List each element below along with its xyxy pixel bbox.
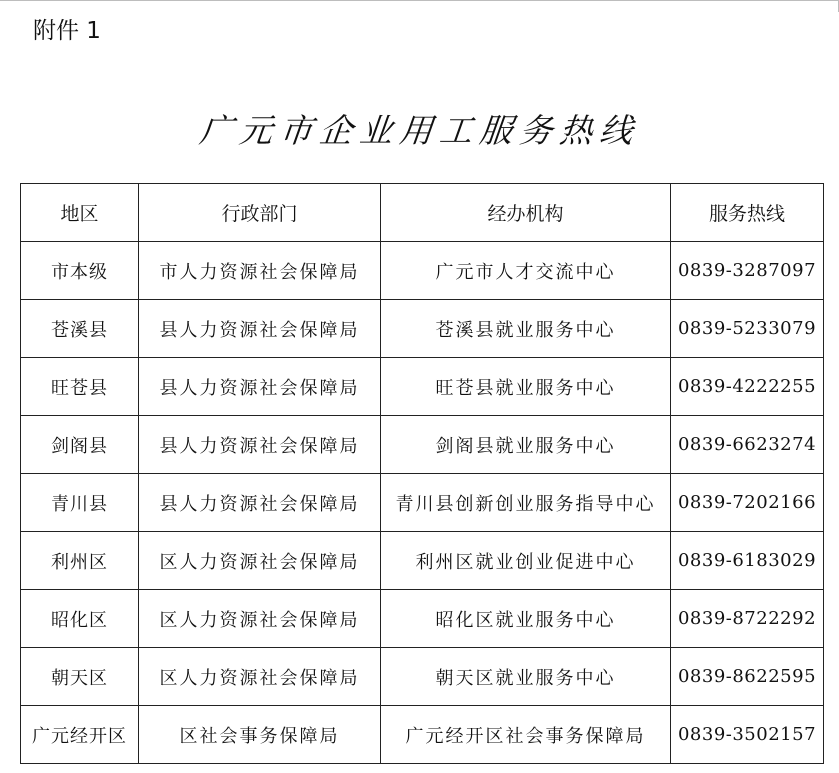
cell-agency: 朝天区就业服务中心	[381, 648, 671, 706]
document-title: 广元市企业用工服务热线	[197, 111, 642, 150]
header-department: 行政部门	[139, 184, 381, 242]
cell-department: 市人力资源社会保障局	[139, 242, 381, 300]
cell-agency: 广元经开区社会事务保障局	[381, 706, 671, 764]
cell-agency: 剑阁县就业服务中心	[381, 416, 671, 474]
table-row	[21, 648, 824, 706]
table-row	[21, 242, 824, 300]
table-row	[21, 300, 824, 358]
table-row	[21, 358, 824, 416]
cell-hotline: 0839-6623274	[671, 416, 824, 474]
table-row	[21, 706, 824, 764]
cell-region: 广元经开区	[21, 706, 139, 764]
cell-hotline: 0839-7202166	[671, 474, 824, 532]
cell-agency: 苍溪县就业服务中心	[381, 300, 671, 358]
page-top-border	[0, 0, 839, 1]
cell-region: 旺苍县	[21, 358, 139, 416]
cell-agency: 旺苍县就业服务中心	[381, 358, 671, 416]
header-agency: 经办机构	[381, 184, 671, 242]
cell-department: 县人力资源社会保障局	[139, 416, 381, 474]
cell-department: 县人力资源社会保障局	[139, 300, 381, 358]
cell-region: 朝天区	[21, 648, 139, 706]
cell-region: 青川县	[21, 474, 139, 532]
header-region: 地区	[21, 184, 139, 242]
cell-department: 区人力资源社会保障局	[139, 648, 381, 706]
table-row	[21, 532, 824, 590]
cell-hotline: 0839-8722292	[671, 590, 824, 648]
cell-hotline: 0839-8622595	[671, 648, 824, 706]
hotline-table	[20, 183, 824, 764]
table-row	[21, 590, 824, 648]
cell-department: 区人力资源社会保障局	[139, 532, 381, 590]
cell-hotline: 0839-3502157	[671, 706, 824, 764]
cell-region: 昭化区	[21, 590, 139, 648]
cell-region: 利州区	[21, 532, 139, 590]
cell-department: 县人力资源社会保障局	[139, 358, 381, 416]
table-row	[21, 474, 824, 532]
cell-agency: 青川县创新创业服务指导中心	[381, 474, 671, 532]
cell-hotline: 0839-6183029	[671, 532, 824, 590]
attachment-label: 附件 1	[33, 18, 101, 44]
cell-agency: 利州区就业创业促进中心	[381, 532, 671, 590]
cell-agency: 广元市人才交流中心	[381, 242, 671, 300]
cell-region: 市本级	[21, 242, 139, 300]
cell-hotline: 0839-4222255	[671, 358, 824, 416]
header-hotline: 服务热线	[671, 184, 824, 242]
cell-agency: 昭化区就业服务中心	[381, 590, 671, 648]
cell-hotline: 0839-5233079	[671, 300, 824, 358]
cell-department: 县人力资源社会保障局	[139, 474, 381, 532]
cell-department: 区人力资源社会保障局	[139, 590, 381, 648]
table-header-row	[21, 184, 824, 242]
cell-hotline: 0839-3287097	[671, 242, 824, 300]
table-row	[21, 416, 824, 474]
cell-region: 剑阁县	[21, 416, 139, 474]
cell-department: 区社会事务保障局	[139, 706, 381, 764]
cell-region: 苍溪县	[21, 300, 139, 358]
